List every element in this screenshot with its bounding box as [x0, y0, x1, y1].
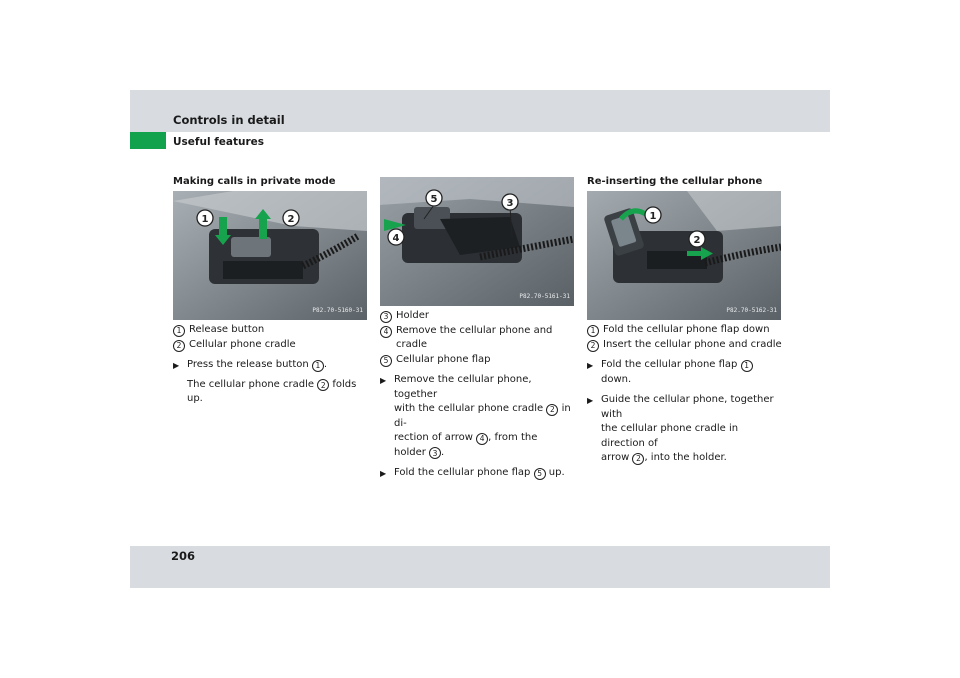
- column-reinsert-phone: [587, 174, 783, 466]
- legend-text: Release button: [189, 324, 265, 335]
- legend-number: 3: [380, 311, 392, 323]
- triangle-right-icon: ▶: [173, 361, 180, 370]
- photo-reinsert: [587, 191, 781, 320]
- legend-text: Insert the cellular phone and cradle: [603, 338, 782, 350]
- column-remove-phone: [380, 174, 576, 482]
- legend-number: 5: [380, 355, 392, 367]
- triangle-right-icon: ▶: [380, 469, 387, 478]
- svg-text:1: 1: [201, 214, 209, 225]
- photo-holder: [380, 177, 574, 306]
- photo-release-button: [173, 191, 367, 320]
- footer-band: [130, 546, 830, 588]
- legend-item: [380, 353, 576, 368]
- svg-text:2: 2: [693, 235, 701, 246]
- triangle-right-icon: ▶: [587, 361, 594, 370]
- svg-text:4: 4: [392, 233, 400, 244]
- photo-illustration: [380, 177, 574, 306]
- legend-item: [173, 338, 369, 353]
- instruction-step: ▶ Remove the cellular phone, together with the cellular phone cradle 2 in di- rection of arrow 4 , from the holder 3 .: [380, 373, 576, 460]
- arrow-up-marker: [259, 217, 267, 239]
- photo-code: P82.70-5162-31: [726, 306, 777, 314]
- instruction-step: ▶ Fold the cellular phone flap 5 up.: [380, 466, 576, 482]
- section-title: Controls in detail: [173, 113, 285, 127]
- triangle-right-icon: ▶: [587, 396, 594, 405]
- legend-text: Fold the cellular phone flap down: [603, 324, 770, 335]
- legend-item: [587, 338, 783, 353]
- photo-code: P82.70-5160-31: [312, 306, 363, 314]
- instruction-step: ▶ Press the release button 1 .: [173, 358, 369, 374]
- instruction-note: The cellular phone cradle 2 folds up.: [187, 378, 357, 404]
- legend-text: Cellular phone flap: [396, 353, 491, 365]
- legend-item: [173, 323, 369, 338]
- page-number: 206: [171, 549, 196, 563]
- column-heading: Making calls in private mode: [173, 176, 336, 187]
- instruction-step: ▶ Fold the cellular phone flap 1 down.: [587, 358, 783, 387]
- svg-text:1: 1: [649, 211, 657, 222]
- instruction-step: ▶ Guide the cellular phone, together with the cellular phone cradle in direction of arrow 2 , into the holder.: [587, 393, 783, 466]
- legend-text: Remove the cellular phone and cradle: [396, 324, 553, 350]
- legend-number: 1: [173, 325, 185, 337]
- photo-code: P82.70-5161-31: [519, 292, 570, 300]
- legend-number: 2: [173, 340, 185, 352]
- svg-text:2: 2: [287, 214, 295, 225]
- legend-text: Cellular phone cradle: [189, 338, 296, 350]
- photo-illustration: [173, 191, 367, 320]
- svg-text:3: 3: [506, 198, 514, 209]
- legend-number: 1: [587, 325, 599, 337]
- arrow-down-marker: [219, 217, 227, 237]
- photo-illustration: [587, 191, 781, 320]
- legend-item: [380, 309, 576, 324]
- column-private-mode: [173, 174, 369, 407]
- triangle-right-icon: ▶: [380, 376, 387, 385]
- legend-text: Holder: [396, 310, 430, 321]
- svg-text:5: 5: [430, 194, 438, 205]
- legend-number: 2: [587, 340, 599, 352]
- accent-tab: [130, 132, 166, 149]
- section-subtitle: Useful features: [173, 136, 265, 148]
- arrow-right-marker: [687, 251, 703, 256]
- legend-number: 4: [380, 326, 392, 338]
- legend-item: [380, 324, 576, 353]
- column-heading: Re-inserting the cellular phone: [587, 176, 763, 187]
- legend-item: [587, 323, 783, 338]
